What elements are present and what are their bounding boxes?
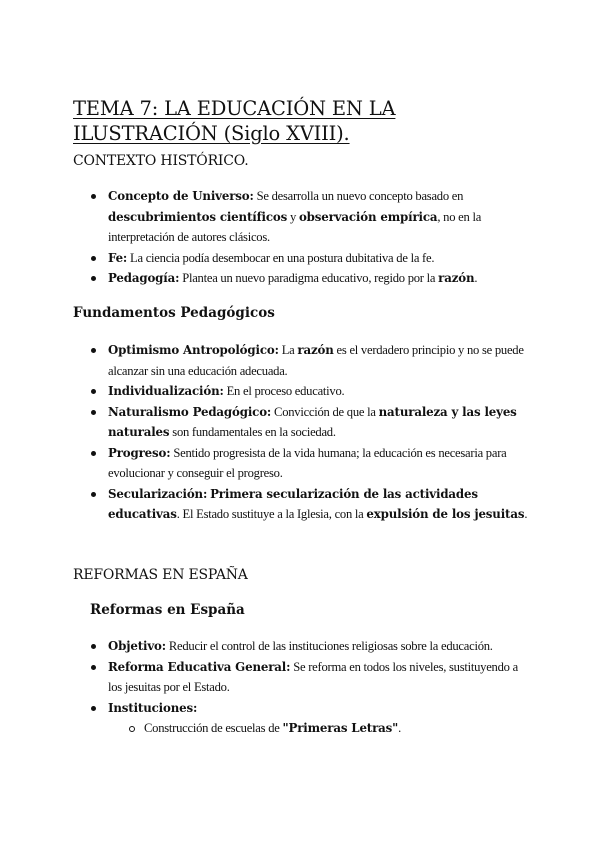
item-text: . <box>474 271 478 285</box>
contexto-list <box>90 186 530 289</box>
list-item <box>90 381 530 402</box>
item-text: Se reforma en todos los niveles, sustituyendo a los jesuitas por el Estado. <box>108 659 518 694</box>
instituciones-sublist <box>108 718 530 739</box>
section-heading-fundamentos: Fundamentos Pedagógicos <box>73 305 275 321</box>
list-item <box>90 340 530 381</box>
item-text: . <box>398 721 402 735</box>
item-emphasis: descubrimientos científicos <box>108 209 288 224</box>
page-title: TEMA 7: LA EDUCACIÓN EN LA ILUSTRACIÓN (Siglo XVIII). <box>73 97 396 145</box>
item-text: Sentido progresista de la vida humana; la educación es necesaria para evolucionar y conseguir el progreso. <box>108 445 507 480</box>
list-item <box>90 402 530 443</box>
item-text: , no en la interpretación de autores clásicos. <box>108 209 482 244</box>
item-emphasis: expulsión de los jesuitas <box>366 507 525 521</box>
item-label: Optimismo Antropológico: <box>108 343 279 357</box>
item-text: son fundamentales en la sociedad. <box>169 425 336 439</box>
item-label: Pedagogía: <box>108 271 180 285</box>
item-text: . <box>524 507 528 521</box>
reformas-list <box>90 636 530 739</box>
item-emphasis: razón <box>438 271 475 285</box>
list-item <box>90 443 530 484</box>
item-text: . El Estado sustituye a la Iglesia, con la <box>176 507 367 521</box>
item-emphasis: "Primeras Letras" <box>282 721 399 735</box>
item-text: y <box>287 209 299 224</box>
item-text: Reducir el control de las instituciones religiosas sobre la educación. <box>165 639 493 653</box>
item-text: En el proceso educativo. <box>223 384 345 398</box>
list-item <box>90 248 530 269</box>
section-heading-contexto: CONTEXTO HISTÓRICO. <box>73 153 249 169</box>
list-item <box>90 657 530 698</box>
item-label: Objetivo: <box>108 639 166 653</box>
list-item <box>90 268 530 289</box>
item-emphasis: razón <box>297 343 334 357</box>
item-text: Construcción de escuelas de <box>144 721 283 735</box>
item-text: La ciencia podía desembocar en una postura dubitativa de la fe. <box>127 250 435 265</box>
item-label: Concepto de Universo: <box>108 189 254 203</box>
item-emphasis: observación empírica <box>298 209 438 224</box>
item-text: La <box>278 343 298 357</box>
list-item <box>90 484 530 525</box>
sublist-item <box>108 718 530 739</box>
item-label: Instituciones: <box>108 700 198 715</box>
item-label: Fe: <box>108 250 128 265</box>
item-emphasis: naturaleza y las leyes naturales <box>108 404 517 439</box>
item-label: Naturalismo Pedagógico: <box>108 404 272 419</box>
list-item <box>90 186 530 248</box>
list-item <box>90 636 530 657</box>
item-emphasis: Primera secularización de las actividades educativas <box>108 486 478 521</box>
item-text: es el verdadero principio y no se puede alcanzar sin una educación adecuada. <box>108 343 524 378</box>
item-label: Secularización: <box>108 486 208 501</box>
item-label: Progreso: <box>108 445 171 460</box>
fundamentos-list <box>90 340 530 525</box>
item-text: Se desarrolla un nuevo concepto basado en <box>253 189 464 203</box>
section-heading-reformas: REFORMAS EN ESPAÑA <box>73 567 248 583</box>
list-item <box>90 698 530 739</box>
item-text: Convicción de que la <box>271 404 379 419</box>
item-text: Plantea un nuevo paradigma educativo, regido por la <box>179 271 439 285</box>
item-label: Reforma Educativa General: <box>108 659 291 674</box>
subsection-heading-reformas: Reformas en España <box>90 602 245 618</box>
item-label: Individualización: <box>108 384 224 398</box>
